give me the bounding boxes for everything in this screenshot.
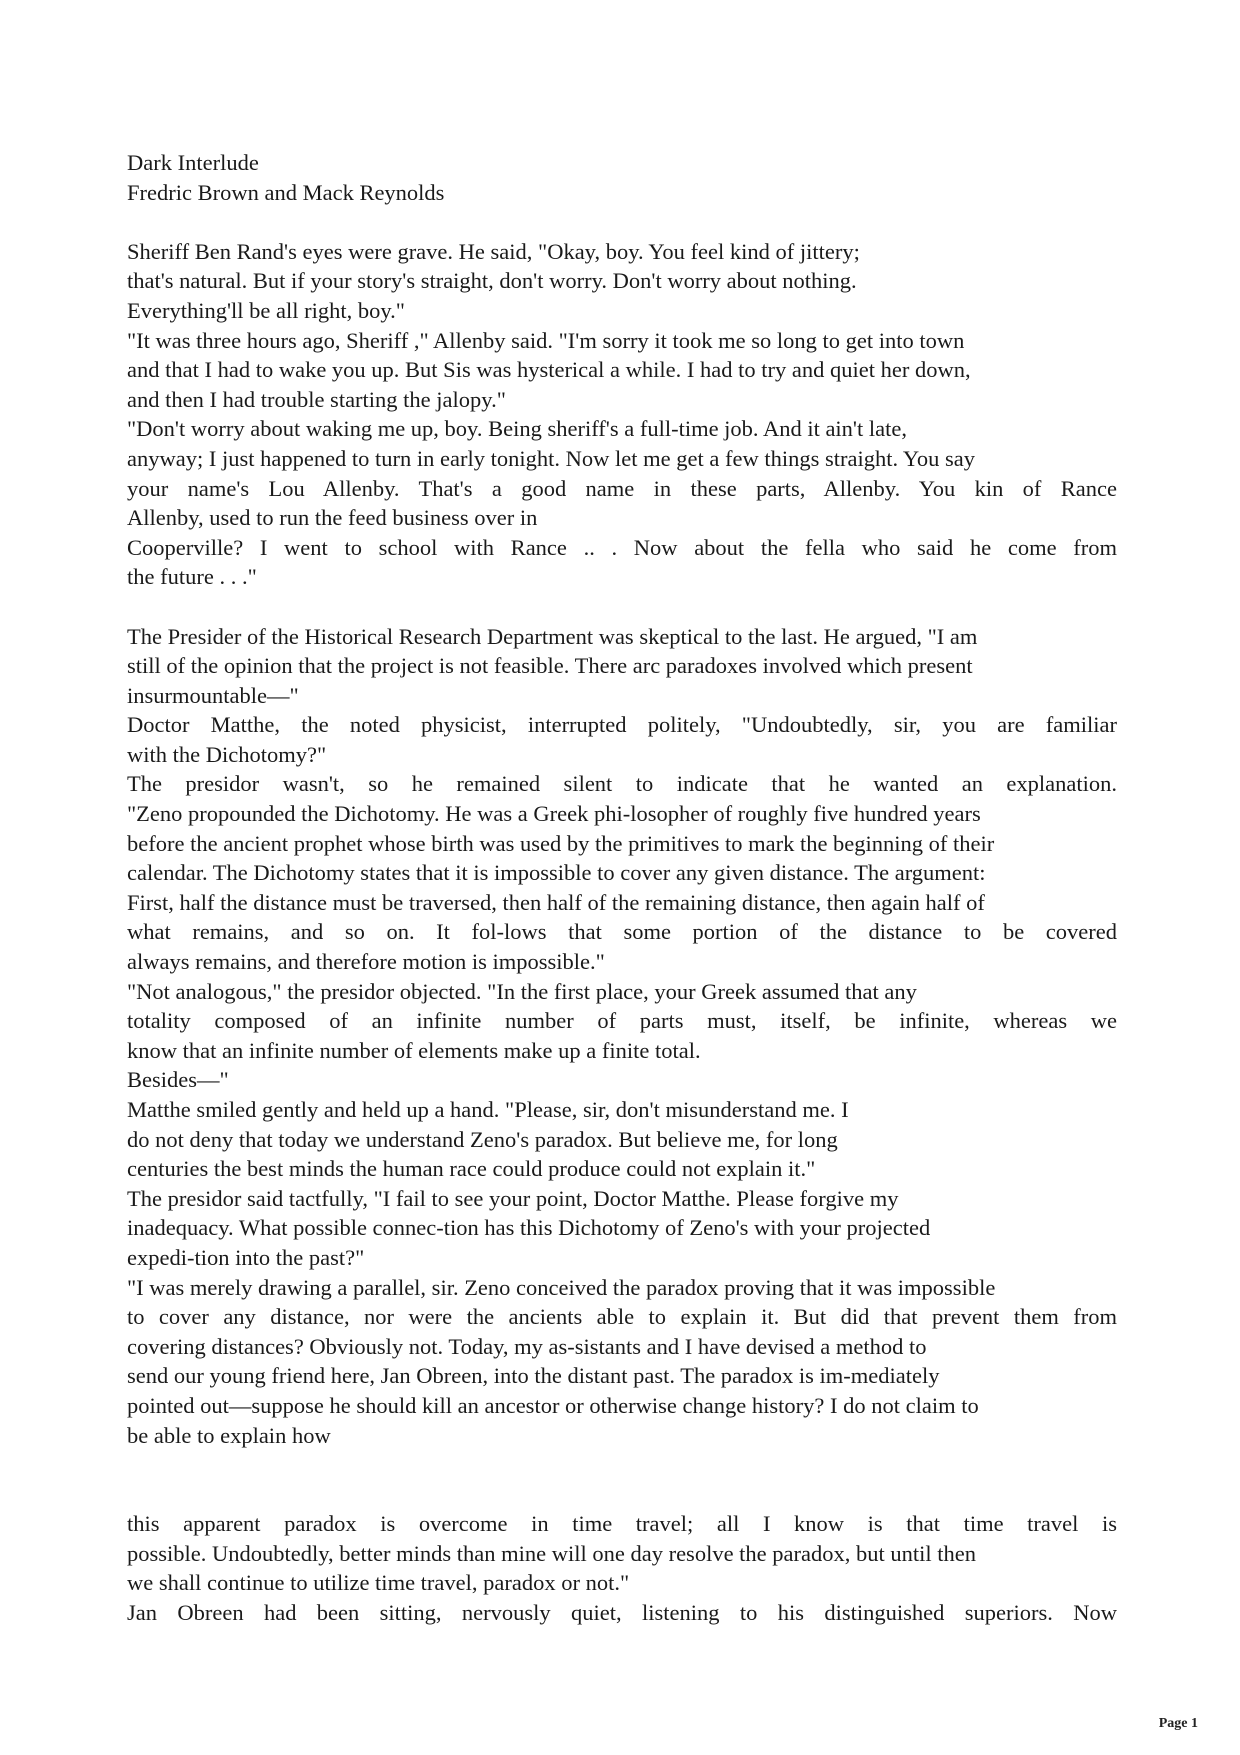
text-line: before the ancient prophet whose birth was used by the primitives to mark the beginning of their (127, 830, 995, 856)
text-line: possible. Undoubtedly, better minds than mine will one day resolve the paradox, but until then (127, 1540, 977, 1566)
text-line: totality composed of an infinite number of parts must, itself, be infinite, whereas we (127, 1008, 1117, 1034)
paragraph (127, 622, 1117, 1451)
text-line: "Don't worry about waking me up, boy. Being sheriff's a full-time job. And it ain't late, (127, 416, 907, 442)
text-line: and then I had trouble starting the jalopy." (127, 386, 506, 412)
text-line: Doctor Matthe, the noted physicist, interrupted politely, "Undoubtedly, sir, you are familiar (127, 712, 1117, 738)
text-line: expedi-tion into the past?" (127, 1244, 365, 1270)
text-line: "Not analogous," the presidor objected. "In the first place, your Greek assumed that any (127, 978, 917, 1004)
text-line: your name's Lou Allenby. That's a good name in these parts, Allenby. You kin of Rance (127, 475, 1117, 501)
text-line: be able to explain how (127, 1422, 331, 1448)
paragraph (127, 1509, 1117, 1627)
paragraph-spacer (127, 592, 1117, 622)
text-line: The Presider of the Historical Research Department was skeptical to the last. He argued, "I am (127, 623, 978, 649)
text-line: to cover any distance, nor were the ancients able to explain it. But did that prevent them from (127, 1304, 1117, 1330)
text-line: the future . . ." (127, 564, 257, 590)
text-line: covering distances? Obviously not. Today, my as-sistants and I have devised a method to (127, 1333, 927, 1359)
text-line: The presidor said tactfully, "I fail to see your point, Doctor Matthe. Please forgive my (127, 1185, 899, 1211)
text-line: inadequacy. What possible connec-tion has this Dichotomy of Zeno's with your projected (127, 1215, 931, 1241)
paragraph (127, 237, 1117, 592)
text-line: that's natural. But if your story's straight, don't worry. Don't worry about nothing. (127, 268, 857, 294)
text-line: Jan Obreen had been sitting, nervously quiet, listening to his distinguished superiors. Now (127, 1599, 1117, 1625)
text-line: Everything'll be all right, boy." (127, 297, 405, 323)
story-authors: Fredric Brown and Mack Reynolds (127, 179, 445, 205)
story-title: Dark Interlude (127, 150, 259, 175)
text-line: and that I had to wake you up. But Sis was hysterical a while. I had to try and quiet her down, (127, 357, 971, 383)
text-line: insurmountable—" (127, 682, 299, 708)
text-line: send our young friend here, Jan Obreen, into the distant past. The paradox is im-mediately (127, 1363, 940, 1389)
text-line: "Zeno propounded the Dichotomy. He was a Greek phi-losopher of roughly five hundred years (127, 801, 981, 827)
text-line: still of the opinion that the project is not feasible. There arc paradoxes involved which present (127, 653, 973, 679)
text-line: "I was merely drawing a parallel, sir. Zeno conceived the paradox proving that it was impossible (127, 1274, 996, 1300)
text-line: anyway; I just happened to turn in early tonight. Now let me get a few things straight. You say (127, 445, 975, 471)
document-page (127, 148, 1117, 1628)
text-line: Besides—" (127, 1067, 229, 1093)
text-line: always remains, and therefore motion is impossible." (127, 949, 605, 975)
text-line: this apparent paradox is overcome in time travel; all I know is that time travel is (127, 1511, 1117, 1537)
text-line: "It was three hours ago, Sheriff ," Allenby said. "I'm sorry it took me so long to get into town (127, 327, 965, 353)
text-line: Matthe smiled gently and held up a hand. "Please, sir, don't misunderstand me. I (127, 1097, 849, 1122)
body-text (127, 237, 1117, 1628)
text-line: with the Dichotomy?" (127, 741, 327, 767)
text-line: Cooperville? I went to school with Rance .. . Now about the fella who said he come from (127, 534, 1117, 560)
paragraph-spacer (127, 1450, 1117, 1509)
text-line: we shall continue to utilize time travel, paradox or not." (127, 1570, 630, 1596)
text-line: Allenby, used to run the feed business over in (127, 505, 538, 531)
text-line: calendar. The Dichotomy states that it is impossible to cover any given distance. The argument: (127, 860, 986, 886)
spacer (127, 207, 1117, 237)
text-line: The presidor wasn't, so he remained silent to indicate that he wanted an explanation. (127, 771, 1117, 797)
text-line: what remains, and so on. It fol-lows that some portion of the distance to be covered (127, 919, 1117, 945)
text-line: do not deny that today we understand Zeno's paradox. But believe me, for long (127, 1126, 838, 1152)
text-line: pointed out—suppose he should kill an ancestor or otherwise change history? I do not claim to (127, 1392, 979, 1418)
text-line: First, half the distance must be traversed, then half of the remaining distance, then again half of (127, 889, 985, 915)
text-line: centuries the best minds the human race could produce could not explain it." (127, 1156, 816, 1182)
text-line: know that an infinite number of elements make up a finite total. (127, 1037, 701, 1063)
page-number: Page 1 (1158, 1716, 1198, 1731)
text-line: Sheriff Ben Rand's eyes were grave. He said, "Okay, boy. You feel kind of jittery; (127, 238, 860, 264)
